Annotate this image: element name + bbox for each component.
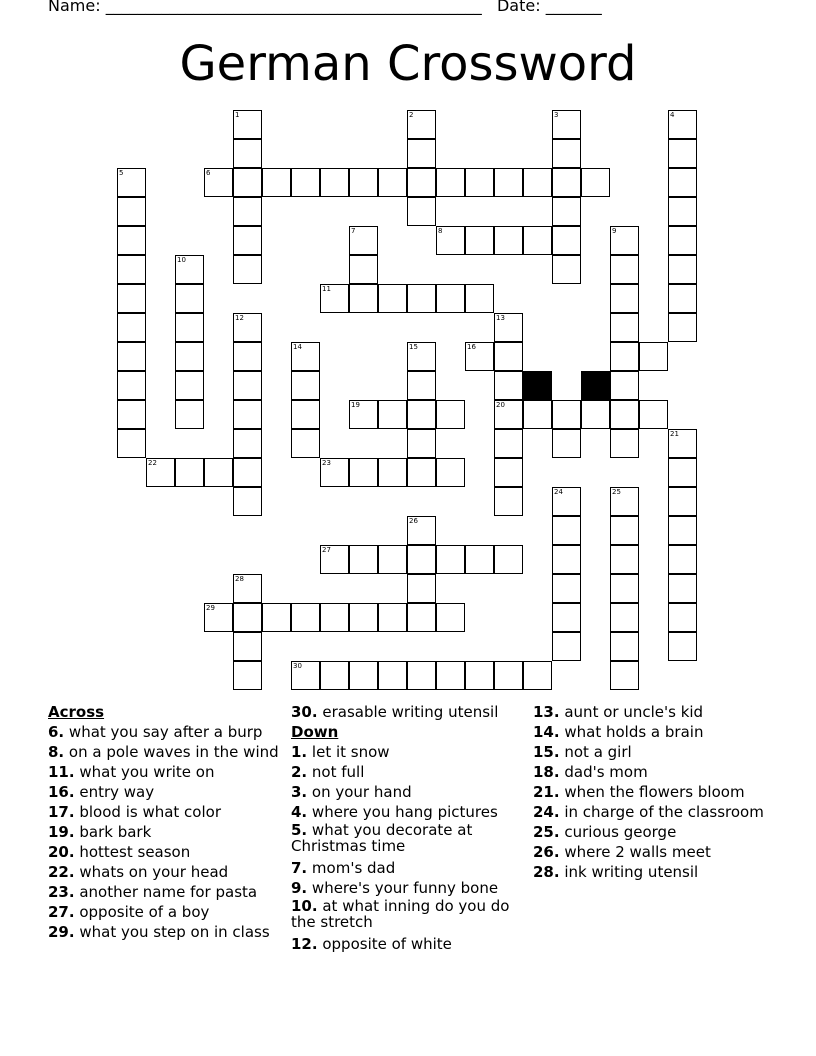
grid-cell[interactable]	[320, 661, 349, 690]
grid-cell[interactable]	[291, 342, 320, 371]
grid-cell[interactable]	[233, 197, 262, 226]
clue-number: 20.	[48, 843, 75, 861]
clue-number: 5.	[291, 821, 308, 839]
grid-cell[interactable]	[407, 661, 436, 690]
clue-number: 12.	[291, 935, 318, 953]
cell-number: 14	[293, 343, 302, 351]
cell-number: 19	[351, 401, 360, 409]
grid-cell[interactable]	[233, 458, 262, 487]
grid-cell[interactable]	[610, 400, 639, 429]
clue-number: 3.	[291, 783, 308, 801]
clue-number: 8.	[48, 743, 65, 761]
grid-cell[interactable]	[668, 110, 697, 139]
grid-cell[interactable]	[378, 284, 407, 313]
grid-cell[interactable]	[494, 458, 523, 487]
clue-number: 18.	[533, 763, 560, 781]
grid-cell[interactable]	[668, 284, 697, 313]
grid-cell[interactable]	[407, 197, 436, 226]
grid-cell[interactable]	[320, 458, 349, 487]
clue-item	[48, 802, 288, 822]
grid-cell[interactable]	[233, 574, 262, 603]
clue-text: ink writing utensil	[564, 863, 699, 881]
cell-number: 23	[322, 459, 331, 467]
grid-cell[interactable]	[407, 342, 436, 371]
grid-cell[interactable]	[320, 284, 349, 313]
grid-cell[interactable]	[117, 168, 146, 197]
clue-section-header: Across	[48, 703, 105, 721]
clue-number: 14.	[533, 723, 560, 741]
grid-cell[interactable]	[117, 255, 146, 284]
grid-cell[interactable]	[552, 197, 581, 226]
grid-cell[interactable]	[378, 545, 407, 574]
grid-cell[interactable]	[175, 371, 204, 400]
grid-cell[interactable]	[291, 400, 320, 429]
grid-cell[interactable]	[494, 168, 523, 197]
grid-cell[interactable]	[117, 313, 146, 342]
grid-cell[interactable]	[204, 458, 233, 487]
grid-cell[interactable]	[465, 661, 494, 690]
clue-item	[48, 762, 288, 782]
cell-number: 15	[409, 343, 418, 351]
grid-cell[interactable]	[349, 400, 378, 429]
grid-cell[interactable]	[610, 284, 639, 313]
grid-cell[interactable]	[407, 574, 436, 603]
grid-cell[interactable]	[639, 342, 668, 371]
clue-item	[48, 842, 288, 862]
grid-cell[interactable]	[436, 168, 465, 197]
grid-cell[interactable]	[233, 168, 262, 197]
clue-text: what you step on in class	[79, 923, 270, 941]
clue-number: 22.	[48, 863, 75, 881]
grid-cell[interactable]	[233, 342, 262, 371]
grid-cell[interactable]	[233, 632, 262, 661]
grid-cell[interactable]	[407, 429, 436, 458]
clue-number: 24.	[533, 803, 560, 821]
grid-cell[interactable]	[523, 168, 552, 197]
clue-text: let it snow	[311, 743, 390, 761]
grid-cell[interactable]	[407, 400, 436, 429]
cell-number: 7	[351, 227, 356, 235]
grid-cell[interactable]	[407, 284, 436, 313]
grid-cell[interactable]	[233, 139, 262, 168]
grid-cell[interactable]	[233, 661, 262, 690]
grid-cell[interactable]	[494, 400, 523, 429]
clue-number: 30.	[291, 703, 318, 721]
clue-text: bark bark	[79, 823, 152, 841]
clue-text: in charge of the classroom	[564, 803, 764, 821]
clue-item	[48, 902, 288, 922]
grid-cell[interactable]	[494, 313, 523, 342]
grid-cell[interactable]	[639, 400, 668, 429]
clue-number: 23.	[48, 883, 75, 901]
cell-number: 6	[206, 169, 211, 177]
grid-cell[interactable]	[581, 400, 610, 429]
clue-text: blood is what color	[79, 803, 221, 821]
clue-item	[533, 742, 773, 762]
clue-text: when the flowers bloom	[564, 783, 745, 801]
cell-number: 22	[148, 459, 157, 467]
grid-cell[interactable]	[610, 313, 639, 342]
grid-cell[interactable]	[407, 516, 436, 545]
grid-cell[interactable]	[494, 487, 523, 516]
grid-cell[interactable]	[552, 226, 581, 255]
clue-number: 9.	[291, 879, 308, 897]
clue-text: not a girl	[564, 743, 632, 761]
grid-cell[interactable]	[552, 632, 581, 661]
grid-cell[interactable]	[407, 168, 436, 197]
clue-text: entry way	[79, 783, 155, 801]
grid-cell[interactable]	[610, 371, 639, 400]
cell-number: 25	[612, 488, 621, 496]
clue-text: what you decorate at Christmas time	[291, 821, 473, 855]
grid-cell[interactable]	[523, 400, 552, 429]
grid-cell[interactable]	[494, 661, 523, 690]
clue-number: 27.	[48, 903, 75, 921]
clue-item	[48, 862, 288, 882]
grid-cell[interactable]	[175, 458, 204, 487]
clue-text: what you say after a burp	[68, 723, 263, 741]
clues-column-2	[291, 702, 531, 954]
cell-number: 24	[554, 488, 563, 496]
clue-number: 7.	[291, 859, 308, 877]
grid-cell[interactable]	[610, 255, 639, 284]
clue-item	[533, 782, 773, 802]
clue-number: 4.	[291, 803, 308, 821]
grid-cell[interactable]	[668, 197, 697, 226]
grid-cell[interactable]	[291, 603, 320, 632]
cell-number: 3	[554, 111, 559, 119]
cell-number: 2	[409, 111, 414, 119]
grid-cell[interactable]	[610, 574, 639, 603]
grid-cell[interactable]	[465, 284, 494, 313]
grid-cell[interactable]	[117, 342, 146, 371]
clue-item	[533, 822, 773, 842]
grid-cell[interactable]	[407, 603, 436, 632]
grid-cell[interactable]	[436, 661, 465, 690]
clue-item	[291, 782, 531, 802]
clue-text: dad's mom	[564, 763, 648, 781]
clue-number: 17.	[48, 803, 75, 821]
grid-cell[interactable]	[552, 255, 581, 284]
grid-cell[interactable]	[117, 226, 146, 255]
grid-cell[interactable]	[349, 458, 378, 487]
grid-cell[interactable]	[610, 632, 639, 661]
clue-text: what holds a brain	[564, 723, 704, 741]
clue-item	[533, 722, 773, 742]
grid-cell[interactable]	[552, 574, 581, 603]
grid-cell[interactable]	[378, 603, 407, 632]
clue-item	[533, 802, 773, 822]
grid-cell[interactable]	[204, 168, 233, 197]
clue-text: where 2 walls meet	[564, 843, 711, 861]
grid-cell[interactable]	[320, 603, 349, 632]
clue-text: where's your funny bone	[311, 879, 499, 897]
grid-cell[interactable]	[668, 545, 697, 574]
grid-cell[interactable]	[552, 168, 581, 197]
grid-cell[interactable]	[407, 139, 436, 168]
clue-number: 26.	[533, 843, 560, 861]
clue-text: aunt or uncle's kid	[564, 703, 704, 721]
grid-cell[interactable]	[117, 429, 146, 458]
grid-cell[interactable]	[668, 458, 697, 487]
clue-item	[48, 782, 288, 802]
cell-number: 26	[409, 517, 418, 525]
grid-cell[interactable]	[320, 168, 349, 197]
grid-cell[interactable]	[494, 342, 523, 371]
grid-cell[interactable]	[436, 458, 465, 487]
grid-cell[interactable]	[552, 487, 581, 516]
grid-cell[interactable]	[552, 139, 581, 168]
grid-cell[interactable]	[175, 255, 204, 284]
grid-cell[interactable]	[552, 400, 581, 429]
grid-cell[interactable]	[291, 168, 320, 197]
cell-number: 12	[235, 314, 244, 322]
black-cell	[523, 371, 552, 400]
grid-cell[interactable]	[175, 342, 204, 371]
grid-cell[interactable]	[291, 661, 320, 690]
clue-text: erasable writing utensil	[322, 703, 499, 721]
grid-cell[interactable]	[233, 603, 262, 632]
grid-cell[interactable]	[378, 400, 407, 429]
page-title: German Crossword	[179, 36, 637, 92]
clue-section-header: Down	[291, 723, 339, 741]
clue-item	[533, 702, 773, 722]
grid-cell[interactable]	[668, 255, 697, 284]
grid-cell[interactable]	[117, 284, 146, 313]
grid-cell[interactable]	[349, 661, 378, 690]
grid-cell[interactable]	[436, 284, 465, 313]
grid-cell[interactable]	[610, 545, 639, 574]
grid-cell[interactable]	[175, 284, 204, 313]
grid-cell[interactable]	[465, 342, 494, 371]
clue-number: 13.	[533, 703, 560, 721]
grid-cell[interactable]	[668, 139, 697, 168]
grid-cell[interactable]	[407, 371, 436, 400]
grid-cell[interactable]	[233, 371, 262, 400]
clue-item	[48, 822, 288, 842]
clue-item	[291, 742, 531, 762]
cell-number: 16	[467, 343, 476, 351]
grid-cell[interactable]	[291, 429, 320, 458]
clue-text: what you write on	[79, 763, 215, 781]
grid-cell[interactable]	[552, 603, 581, 632]
grid-cell[interactable]	[552, 429, 581, 458]
grid-cell[interactable]	[146, 458, 175, 487]
clue-item	[48, 722, 288, 742]
grid-cell[interactable]	[175, 313, 204, 342]
clue-number: 29.	[48, 923, 75, 941]
clue-number: 19.	[48, 823, 75, 841]
clue-item	[533, 862, 773, 882]
grid-cell[interactable]	[117, 197, 146, 226]
clue-number: 16.	[48, 783, 75, 801]
cell-number: 5	[119, 169, 124, 177]
cell-number: 11	[322, 285, 331, 293]
grid-cell[interactable]	[494, 226, 523, 255]
clue-item	[533, 762, 773, 782]
cell-number: 10	[177, 256, 186, 264]
grid-cell[interactable]	[436, 603, 465, 632]
grid-cell[interactable]	[233, 110, 262, 139]
cell-number: 13	[496, 314, 505, 322]
grid-cell[interactable]	[465, 226, 494, 255]
grid-cell[interactable]	[581, 168, 610, 197]
grid-cell[interactable]	[407, 110, 436, 139]
grid-cell[interactable]	[407, 545, 436, 574]
grid-cell[interactable]	[610, 516, 639, 545]
clue-number: 21.	[533, 783, 560, 801]
grid-cell[interactable]	[233, 255, 262, 284]
black-cell	[581, 371, 610, 400]
grid-cell[interactable]	[378, 168, 407, 197]
cell-number: 8	[438, 227, 443, 235]
clue-number: 28.	[533, 863, 560, 881]
clue-item	[48, 882, 288, 902]
clue-item	[533, 842, 773, 862]
clue-text: not full	[311, 763, 365, 781]
clue-item	[291, 762, 531, 782]
clue-number: 6.	[48, 723, 65, 741]
grid-cell[interactable]	[465, 545, 494, 574]
grid-cell[interactable]	[320, 545, 349, 574]
clue-item	[291, 878, 531, 898]
cell-number: 27	[322, 546, 331, 554]
clue-text: another name for pasta	[79, 883, 258, 901]
grid-cell[interactable]	[262, 603, 291, 632]
grid-cell[interactable]	[233, 487, 262, 516]
grid-cell[interactable]	[349, 603, 378, 632]
grid-cell[interactable]	[552, 516, 581, 545]
grid-cell[interactable]	[494, 429, 523, 458]
grid-cell[interactable]	[378, 661, 407, 690]
clue-text: on a pole waves in the wind	[68, 743, 279, 761]
clue-text: where you hang pictures	[311, 803, 498, 821]
grid-cell[interactable]	[349, 255, 378, 284]
grid-cell[interactable]	[668, 313, 697, 342]
grid-cell[interactable]	[523, 226, 552, 255]
clue-item	[291, 802, 531, 822]
grid-cell[interactable]	[407, 458, 436, 487]
cell-number: 1	[235, 111, 240, 119]
grid-cell[interactable]	[668, 168, 697, 197]
grid-cell[interactable]	[349, 226, 378, 255]
name-field[interactable]: _______________________________________________	[105, 0, 482, 15]
grid-cell[interactable]	[233, 429, 262, 458]
grid-cell[interactable]	[436, 226, 465, 255]
clues-column-1	[48, 702, 288, 942]
grid-cell[interactable]	[262, 168, 291, 197]
grid-cell[interactable]	[610, 429, 639, 458]
grid-cell[interactable]	[668, 632, 697, 661]
date-label: Date:	[496, 0, 541, 15]
clue-text: at what inning do you do the stretch	[291, 897, 510, 931]
clue-number: 25.	[533, 823, 560, 841]
grid-cell[interactable]	[610, 603, 639, 632]
clue-text: curious george	[564, 823, 677, 841]
clue-text: opposite of a boy	[79, 903, 210, 921]
grid-cell[interactable]	[233, 313, 262, 342]
grid-cell[interactable]	[668, 603, 697, 632]
grid-cell[interactable]	[349, 284, 378, 313]
cell-number: 29	[206, 604, 215, 612]
grid-cell[interactable]	[349, 168, 378, 197]
grid-cell[interactable]	[610, 487, 639, 516]
grid-cell[interactable]	[233, 400, 262, 429]
grid-cell[interactable]	[668, 487, 697, 516]
clue-text: mom's dad	[311, 859, 396, 877]
cell-number: 9	[612, 227, 617, 235]
clue-number: 1.	[291, 743, 308, 761]
grid-cell[interactable]	[233, 226, 262, 255]
clue-item	[291, 822, 531, 854]
grid-cell[interactable]	[291, 371, 320, 400]
grid-cell[interactable]	[175, 400, 204, 429]
grid-cell[interactable]	[552, 545, 581, 574]
clue-text: on your hand	[311, 783, 412, 801]
grid-cell[interactable]	[494, 545, 523, 574]
clue-number: 11.	[48, 763, 75, 781]
grid-cell[interactable]	[552, 110, 581, 139]
grid-cell[interactable]	[204, 603, 233, 632]
clue-item	[291, 858, 531, 878]
grid-cell[interactable]	[668, 574, 697, 603]
clue-text: whats on your head	[79, 863, 229, 881]
date-field[interactable]: _______	[545, 0, 602, 15]
grid-cell[interactable]	[465, 168, 494, 197]
clue-item	[48, 742, 288, 762]
grid-cell[interactable]	[349, 545, 378, 574]
cell-number: 21	[670, 430, 679, 438]
grid-cell[interactable]	[117, 371, 146, 400]
grid-cell[interactable]	[523, 661, 552, 690]
cell-number: 30	[293, 662, 302, 670]
grid-cell[interactable]	[610, 661, 639, 690]
clue-item	[291, 934, 531, 954]
clue-number: 10.	[291, 897, 318, 915]
grid-cell[interactable]	[494, 371, 523, 400]
grid-cell[interactable]	[610, 226, 639, 255]
grid-cell[interactable]	[436, 400, 465, 429]
clue-item	[291, 702, 531, 722]
clues-column-3	[533, 702, 773, 882]
cell-number: 20	[496, 401, 505, 409]
clue-item	[48, 922, 288, 942]
grid-cell[interactable]	[117, 400, 146, 429]
clue-text: hottest season	[79, 843, 191, 861]
clue-item	[291, 898, 531, 930]
grid-cell[interactable]	[668, 429, 697, 458]
clue-text: opposite of white	[322, 935, 452, 953]
cell-number: 28	[235, 575, 244, 583]
grid-cell[interactable]	[378, 458, 407, 487]
grid-cell[interactable]	[436, 545, 465, 574]
clue-number: 2.	[291, 763, 308, 781]
grid-cell[interactable]	[668, 226, 697, 255]
grid-cell[interactable]	[610, 342, 639, 371]
cell-number: 4	[670, 111, 675, 119]
clue-number: 15.	[533, 743, 560, 761]
name-label: Name:	[48, 0, 101, 15]
grid-cell[interactable]	[668, 516, 697, 545]
